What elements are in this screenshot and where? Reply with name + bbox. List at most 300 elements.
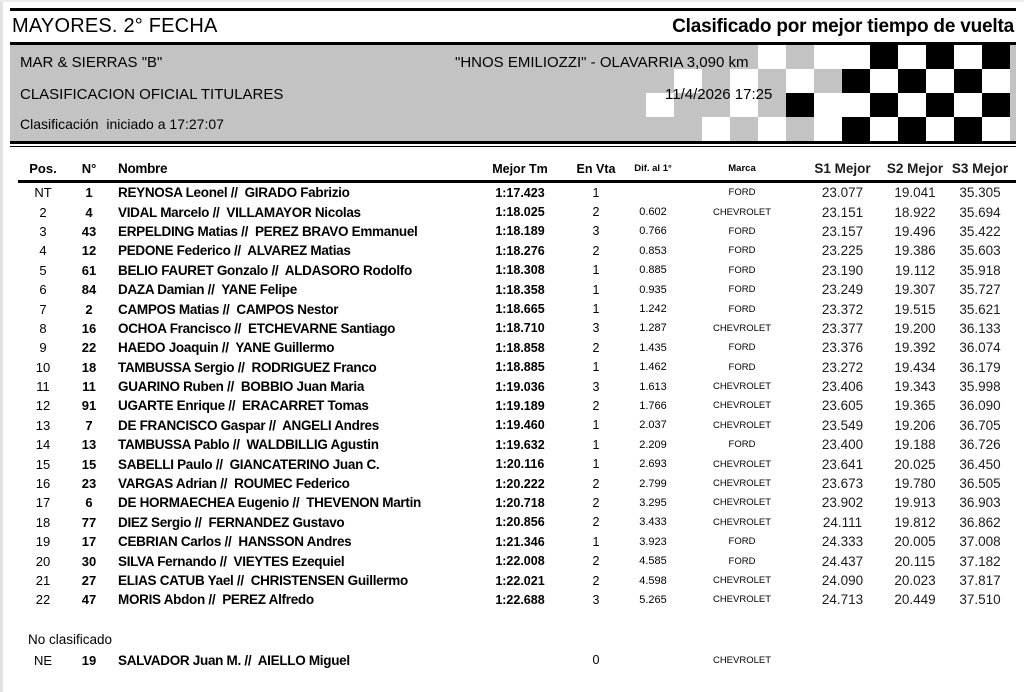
cell-brand: CHEVROLET bbox=[712, 419, 772, 431]
cell-num: 6 bbox=[85, 495, 93, 511]
cell-lap: 1 bbox=[592, 418, 600, 433]
cell-pos: 16 bbox=[35, 476, 51, 492]
table-header-row bbox=[18, 158, 1016, 179]
flag-cell bbox=[646, 117, 674, 141]
cell-s3: 35.998 bbox=[959, 379, 1001, 395]
cell-pos: NE bbox=[33, 652, 53, 668]
cell-name: ERPELDING Matias // PEREZ BRAVO Emmanuel bbox=[118, 223, 418, 239]
cell-gap: 0.602 bbox=[639, 206, 667, 219]
flag-cell bbox=[758, 117, 786, 141]
cell-s3: 36.726 bbox=[959, 437, 1001, 453]
cell-num: 27 bbox=[81, 573, 97, 588]
cell-pos: 2 bbox=[39, 204, 47, 220]
cell-s3: 36.133 bbox=[959, 320, 1001, 336]
cell-num: 22 bbox=[81, 340, 97, 356]
cell-brand: CHEVROLET bbox=[712, 458, 772, 470]
table-row bbox=[18, 241, 1016, 260]
cell-s1: 23.272 bbox=[821, 359, 864, 375]
cell-pos: 8 bbox=[39, 320, 47, 336]
cell-brand: CHEVROLET bbox=[712, 654, 772, 666]
cell-best: 1:19.460 bbox=[495, 418, 545, 433]
cell-best: 1:18.710 bbox=[495, 321, 545, 336]
cell-s2: 19.496 bbox=[894, 223, 936, 239]
cell-s2: 20.115 bbox=[894, 553, 936, 569]
cell-num: 13 bbox=[81, 437, 97, 453]
cell-name: ELIAS CATUB Yael // CHRISTENSEN Guillermo bbox=[118, 573, 408, 588]
flag-cell bbox=[842, 45, 870, 69]
table-row bbox=[18, 377, 1016, 396]
flag-cell bbox=[674, 117, 702, 141]
cell-best: 1:18.308 bbox=[495, 263, 545, 278]
table-row bbox=[18, 396, 1016, 415]
session-datetime: 11/4/2026 17:25 bbox=[665, 86, 773, 103]
table-row bbox=[18, 551, 1016, 570]
cell-s1: 23.902 bbox=[821, 495, 864, 511]
cell-s3: 36.179 bbox=[959, 359, 1001, 375]
cell-s3: 36.705 bbox=[959, 417, 1001, 433]
flag-cell bbox=[786, 69, 814, 93]
cell-s3: 35.918 bbox=[959, 262, 1001, 278]
cell-s2: 20.449 bbox=[894, 592, 936, 608]
table-row bbox=[18, 454, 1016, 473]
cell-best: 1:22.021 bbox=[495, 573, 545, 588]
flag-cell bbox=[870, 45, 898, 69]
flag-cell bbox=[898, 69, 926, 93]
cell-num: 43 bbox=[81, 223, 97, 239]
cell-lap: 1 bbox=[592, 302, 600, 317]
cell-best: 1:19.036 bbox=[495, 379, 545, 394]
cell-s1: 23.190 bbox=[821, 262, 864, 278]
cell-s3: 35.621 bbox=[959, 301, 1001, 317]
table-row bbox=[18, 474, 1016, 493]
cell-s2: 19.515 bbox=[894, 301, 936, 317]
table-row bbox=[18, 651, 1016, 670]
cell-s1: 23.641 bbox=[821, 456, 864, 472]
cell-brand: CHEVROLET bbox=[712, 400, 772, 412]
cell-s3: 37.510 bbox=[959, 592, 1001, 608]
cell-gap: 5.265 bbox=[639, 593, 667, 606]
cell-brand: FORD bbox=[728, 225, 756, 237]
column-header-num: N° bbox=[81, 161, 97, 176]
cell-name: CEBRIAN Carlos // HANSSON Andres bbox=[118, 534, 352, 550]
cell-gap: 2.209 bbox=[639, 438, 667, 451]
cell-name: OCHOA Francisco // ETCHEVARNE Santiago bbox=[118, 320, 396, 336]
cell-s2: 19.112 bbox=[894, 262, 936, 278]
title-row bbox=[10, 11, 1016, 42]
cell-lap: 3 bbox=[592, 592, 600, 607]
cell-s3: 36.090 bbox=[959, 398, 1001, 414]
cell-best: 1:18.358 bbox=[495, 282, 545, 297]
cell-name: UGARTE Enrique // ERACARRET Tomas bbox=[118, 398, 369, 414]
cell-name: DE HORMAECHEA Eugenio // THEVENON Martin bbox=[118, 495, 421, 511]
cell-s1: 23.605 bbox=[821, 398, 864, 414]
cell-lap: 3 bbox=[592, 224, 600, 239]
cell-name: BELIO FAURET Gonzalo // ALDASORO Rodolfo bbox=[118, 262, 412, 278]
cell-pos: 7 bbox=[39, 301, 47, 317]
cell-brand: FORD bbox=[728, 439, 756, 451]
cell-s1: 24.713 bbox=[821, 592, 864, 608]
table-row bbox=[18, 338, 1016, 357]
cell-s1: 23.406 bbox=[821, 379, 864, 395]
cell-gap: 3.295 bbox=[639, 496, 667, 509]
cell-best: 1:18.885 bbox=[495, 360, 545, 375]
cell-gap: 1.613 bbox=[639, 380, 667, 393]
cell-lap: 1 bbox=[592, 282, 600, 297]
cell-brand: FORD bbox=[728, 264, 756, 276]
flag-cell bbox=[842, 69, 870, 93]
cell-s3: 35.603 bbox=[959, 243, 1001, 259]
classification-table bbox=[18, 158, 1016, 670]
flag-cell bbox=[814, 117, 842, 141]
column-header-brand: Marca bbox=[728, 163, 756, 174]
cell-num: 12 bbox=[81, 243, 97, 259]
cell-best: 1:20.222 bbox=[495, 476, 545, 491]
cell-brand: FORD bbox=[728, 187, 756, 199]
cell-name: GUARINO Ruben // BOBBIO Juan Maria bbox=[118, 379, 365, 395]
cell-brand: CHEVROLET bbox=[712, 497, 772, 509]
cell-name: REYNOSA Leonel // GIRADO Fabrizio bbox=[118, 185, 350, 201]
cell-lap: 2 bbox=[592, 573, 600, 588]
flag-cell bbox=[870, 93, 898, 117]
cell-num: 17 bbox=[81, 534, 97, 550]
cell-s1: 23.151 bbox=[821, 204, 864, 220]
cell-name: DE FRANCISCO Gaspar // ANGELI Andres bbox=[118, 417, 379, 433]
cell-best: 1:18.025 bbox=[495, 205, 545, 220]
cell-pos: 6 bbox=[39, 282, 47, 298]
cell-num: 61 bbox=[81, 262, 97, 278]
flag-cell bbox=[842, 117, 870, 141]
cell-best: 1:19.189 bbox=[495, 398, 545, 413]
cell-num: 2 bbox=[85, 301, 93, 317]
cell-s1: 24.111 bbox=[822, 514, 863, 530]
cell-pos: NT bbox=[34, 185, 52, 201]
cell-gap: 4.585 bbox=[639, 555, 667, 568]
cell-brand: FORD bbox=[728, 342, 756, 354]
cell-s2: 19.188 bbox=[894, 437, 936, 453]
cell-name: SILVA Fernando // VIEYTES Ezequiel bbox=[118, 553, 345, 569]
cell-name: TAMBUSSA Sergio // RODRIGUEZ Franco bbox=[118, 359, 377, 375]
cell-pos: 10 bbox=[35, 359, 51, 375]
table-row bbox=[18, 590, 1016, 609]
column-header-best: Mejor Tm bbox=[492, 161, 548, 176]
cell-lap: 2 bbox=[592, 515, 600, 530]
cell-s2: 18.922 bbox=[894, 204, 936, 220]
cell-s1: 24.333 bbox=[821, 534, 864, 550]
table-row bbox=[18, 532, 1016, 551]
cell-name: SABELLI Paulo // GIANCATERINO Juan C. bbox=[118, 456, 380, 472]
flag-cell bbox=[898, 93, 926, 117]
cell-gap: 1.462 bbox=[639, 361, 667, 374]
cell-num: 23 bbox=[81, 476, 97, 492]
flag-cell bbox=[954, 93, 982, 117]
flag-cell bbox=[982, 69, 1010, 93]
not-classified-rows bbox=[18, 651, 1016, 670]
flag-cell bbox=[758, 45, 786, 69]
cell-gap: 2.693 bbox=[639, 458, 667, 471]
cell-s3: 36.903 bbox=[959, 495, 1001, 511]
flag-cell bbox=[926, 69, 954, 93]
cell-brand: CHEVROLET bbox=[712, 478, 772, 490]
flag-cell bbox=[926, 93, 954, 117]
cell-s3: 36.862 bbox=[959, 514, 1001, 530]
cell-s2: 19.041 bbox=[894, 185, 936, 201]
cell-brand: CHEVROLET bbox=[712, 575, 772, 586]
table-row bbox=[18, 222, 1016, 241]
flag-cell bbox=[786, 93, 814, 117]
cell-best: 1:17.423 bbox=[495, 185, 545, 200]
cell-num: 77 bbox=[81, 514, 97, 530]
cell-lap: 1 bbox=[592, 263, 600, 278]
cell-lap: 0 bbox=[592, 653, 600, 668]
cell-s2: 19.200 bbox=[894, 320, 936, 336]
cell-pos: 19 bbox=[35, 534, 51, 550]
cell-gap: 2.037 bbox=[639, 419, 667, 432]
cell-pos: 17 bbox=[35, 495, 51, 511]
cell-num: 7 bbox=[85, 417, 93, 433]
table-row bbox=[18, 435, 1016, 454]
cell-best: 1:22.688 bbox=[495, 592, 545, 607]
cell-gap: 1.766 bbox=[639, 399, 667, 412]
column-header-s2: S2 Mejor bbox=[886, 161, 944, 176]
cell-s1: 24.437 bbox=[821, 553, 864, 569]
cell-name: SALVADOR Juan M. // AIELLO Miguel bbox=[118, 652, 350, 668]
cell-num: 19 bbox=[81, 652, 97, 668]
cell-brand: FORD bbox=[728, 555, 756, 567]
cell-num: 1 bbox=[85, 185, 93, 201]
cell-pos: 5 bbox=[39, 262, 47, 278]
cell-s1: 23.225 bbox=[821, 243, 864, 259]
cell-lap: 1 bbox=[592, 437, 600, 452]
cell-gap: 2.799 bbox=[639, 477, 667, 490]
cell-brand: CHEVROLET bbox=[712, 322, 772, 334]
cell-best: 1:20.856 bbox=[495, 515, 545, 530]
cell-name: TAMBUSSA Pablo // WALDBILLIG Agustin bbox=[118, 437, 379, 453]
cell-best: 1:20.718 bbox=[495, 495, 545, 510]
cell-s3: 35.305 bbox=[959, 185, 1001, 201]
cell-best: 1:22.008 bbox=[495, 554, 545, 569]
cell-name: DAZA Damian // YANE Felipe bbox=[118, 282, 297, 298]
cell-s2: 19.780 bbox=[894, 476, 936, 492]
flag-cell bbox=[730, 117, 758, 141]
table-row bbox=[18, 358, 1016, 377]
flag-cell bbox=[982, 45, 1010, 69]
flag-cell bbox=[786, 117, 814, 141]
cell-s1: 23.400 bbox=[821, 437, 864, 453]
cell-pos: 14 bbox=[35, 437, 51, 453]
table-row bbox=[18, 299, 1016, 318]
category-label: MAR & SIERRAS "B" bbox=[20, 54, 163, 71]
cell-s2: 19.392 bbox=[894, 340, 936, 356]
cell-brand: CHEVROLET bbox=[712, 381, 772, 393]
cell-num: 30 bbox=[81, 553, 97, 569]
cell-s1: 23.549 bbox=[821, 417, 864, 433]
cell-gap: 1.435 bbox=[639, 341, 667, 354]
column-header-name: Nombre bbox=[118, 161, 168, 176]
cell-s2: 19.206 bbox=[894, 417, 936, 433]
cell-s3: 36.074 bbox=[959, 340, 1001, 356]
cell-s3: 37.008 bbox=[959, 534, 1001, 550]
cell-name: PEDONE Federico // ALVAREZ Matias bbox=[118, 243, 351, 259]
table-row bbox=[18, 513, 1016, 532]
cell-num: 16 bbox=[81, 320, 97, 336]
event-circuit-label: "HNOS EMILIOZZI" - OLAVARRIA 3,090 km bbox=[455, 54, 749, 71]
cell-s1: 23.372 bbox=[821, 301, 864, 317]
page-title: MAYORES. 2° FECHA bbox=[12, 15, 218, 37]
cell-s3: 36.450 bbox=[959, 456, 1001, 472]
cell-brand: CHEVROLET bbox=[712, 516, 772, 528]
scan-edge-top bbox=[0, 0, 1024, 2]
event-info-band bbox=[10, 45, 1016, 141]
cell-pos: 20 bbox=[35, 553, 51, 569]
cell-num: 18 bbox=[81, 359, 97, 375]
flag-cell bbox=[814, 69, 842, 93]
flag-cell bbox=[786, 45, 814, 69]
flag-cell bbox=[898, 117, 926, 141]
cell-brand: FORD bbox=[728, 303, 756, 315]
cell-name: VARGAS Adrian // ROUMEC Federico bbox=[118, 476, 350, 492]
cell-brand: FORD bbox=[728, 245, 756, 257]
cell-pos: 21 bbox=[35, 573, 51, 588]
cell-gap: 3.923 bbox=[639, 535, 667, 548]
cell-brand: FORD bbox=[728, 284, 756, 296]
cell-name: HAEDO Joaquin // YANE Guillermo bbox=[118, 340, 335, 356]
flag-cell bbox=[870, 117, 898, 141]
cell-gap: 1.242 bbox=[639, 303, 667, 316]
flag-cell bbox=[926, 117, 954, 141]
cell-gap: 0.766 bbox=[639, 225, 667, 238]
column-header-pos: Pos. bbox=[29, 161, 57, 176]
cell-name: DIEZ Sergio // FERNANDEZ Gustavo bbox=[118, 514, 345, 530]
cell-lap: 2 bbox=[592, 476, 600, 491]
cell-lap: 1 bbox=[592, 360, 600, 375]
cell-gap: 4.598 bbox=[639, 574, 667, 587]
cell-num: 84 bbox=[81, 282, 97, 298]
not-classified-label: No clasificado bbox=[28, 631, 113, 647]
column-header-lap: En Vta bbox=[576, 161, 616, 176]
cell-gap: 1.287 bbox=[639, 322, 667, 335]
cell-lap: 2 bbox=[592, 495, 600, 510]
cell-pos: 11 bbox=[36, 379, 50, 395]
column-header-gap: Dif. al 1° bbox=[634, 163, 672, 174]
cell-num: 15 bbox=[81, 456, 97, 472]
cell-lap: 3 bbox=[592, 321, 600, 336]
cell-lap: 2 bbox=[592, 340, 600, 355]
flag-cell bbox=[702, 117, 730, 141]
cell-s1: 24.090 bbox=[821, 573, 864, 588]
cell-best: 1:18.276 bbox=[495, 243, 545, 258]
cell-s2: 19.913 bbox=[894, 495, 936, 511]
cell-s3: 35.727 bbox=[959, 282, 1001, 298]
table-row bbox=[18, 493, 1016, 512]
cell-pos: 4 bbox=[39, 243, 47, 259]
cell-best: 1:18.665 bbox=[495, 302, 545, 317]
cell-lap: 2 bbox=[592, 554, 600, 569]
table-row bbox=[18, 319, 1016, 338]
cell-num: 4 bbox=[85, 204, 93, 220]
cell-s3: 35.422 bbox=[959, 223, 1001, 239]
classification-criteria-title: Clasificado por mejor tiempo de vuelta bbox=[672, 15, 1014, 37]
table-row bbox=[18, 261, 1016, 280]
cell-num: 91 bbox=[81, 398, 97, 414]
cell-best: 1:21.346 bbox=[495, 534, 545, 549]
cell-s2: 20.025 bbox=[894, 456, 936, 472]
cell-s2: 20.005 bbox=[894, 534, 936, 550]
flag-cell bbox=[926, 45, 954, 69]
table-row bbox=[18, 202, 1016, 221]
cell-lap: 2 bbox=[592, 205, 600, 220]
band-bottom-thin-rule bbox=[10, 146, 1016, 147]
cell-s1: 23.376 bbox=[821, 340, 864, 356]
cell-s2: 19.343 bbox=[894, 379, 936, 395]
flag-cell bbox=[954, 69, 982, 93]
cell-pos: 18 bbox=[35, 514, 51, 530]
flag-cell bbox=[982, 93, 1010, 117]
cell-lap: 2 bbox=[592, 398, 600, 413]
session-label: CLASIFICACION OFICIAL TITULARES bbox=[20, 86, 284, 103]
cell-gap: 3.433 bbox=[639, 516, 667, 529]
flag-cell bbox=[814, 93, 842, 117]
cell-num: 47 bbox=[81, 592, 97, 608]
cell-pos: 3 bbox=[39, 223, 47, 239]
column-header-s3: S3 Mejor bbox=[951, 161, 1009, 176]
cell-s1: 23.157 bbox=[821, 223, 864, 239]
cell-pos: 22 bbox=[35, 592, 51, 608]
cell-s2: 19.386 bbox=[894, 243, 936, 259]
cell-lap: 1 bbox=[592, 457, 600, 472]
table-row bbox=[18, 280, 1016, 299]
cell-s2: 20.023 bbox=[894, 573, 936, 588]
cell-s3: 36.505 bbox=[959, 476, 1001, 492]
cell-lap: 3 bbox=[592, 379, 600, 394]
table-row bbox=[18, 571, 1016, 590]
cell-pos: 15 bbox=[35, 456, 51, 472]
cell-lap: 1 bbox=[592, 185, 600, 200]
cell-gap: 0.935 bbox=[639, 283, 667, 296]
cell-brand: FORD bbox=[728, 361, 756, 373]
cell-brand: CHEVROLET bbox=[712, 206, 772, 218]
cell-s1: 23.377 bbox=[821, 320, 864, 336]
cell-brand: CHEVROLET bbox=[712, 594, 772, 606]
cell-best: 1:18.858 bbox=[495, 340, 545, 355]
cell-name: CAMPOS Matias // CAMPOS Nestor bbox=[118, 301, 339, 317]
cell-s2: 19.812 bbox=[894, 514, 936, 530]
table-row bbox=[18, 416, 1016, 435]
table-row bbox=[18, 183, 1016, 202]
flag-cell bbox=[982, 117, 1010, 141]
cell-num: 11 bbox=[82, 379, 96, 395]
cell-s1: 23.673 bbox=[821, 476, 864, 492]
cell-lap: 1 bbox=[592, 534, 600, 549]
flag-cell bbox=[870, 69, 898, 93]
cell-gap: 0.853 bbox=[639, 244, 667, 257]
cell-lap: 2 bbox=[592, 243, 600, 258]
cell-name: MORIS Abdon // PEREZ Alfredo bbox=[118, 592, 314, 608]
flag-cell bbox=[954, 117, 982, 141]
cell-brand: FORD bbox=[728, 536, 756, 548]
cell-s2: 19.307 bbox=[894, 282, 936, 298]
flag-cell bbox=[898, 45, 926, 69]
column-header-s1: S1 Mejor bbox=[814, 161, 871, 176]
cell-pos: 12 bbox=[35, 398, 51, 414]
cell-s1: 23.249 bbox=[821, 282, 864, 298]
cell-s1: 23.077 bbox=[821, 185, 864, 201]
cell-gap: 0.885 bbox=[639, 264, 667, 277]
classified-rows bbox=[18, 183, 1016, 610]
cell-s2: 19.434 bbox=[894, 359, 936, 375]
flag-cell bbox=[814, 45, 842, 69]
cell-s3: 37.817 bbox=[959, 573, 1001, 588]
scan-edge-left bbox=[0, 0, 3, 692]
